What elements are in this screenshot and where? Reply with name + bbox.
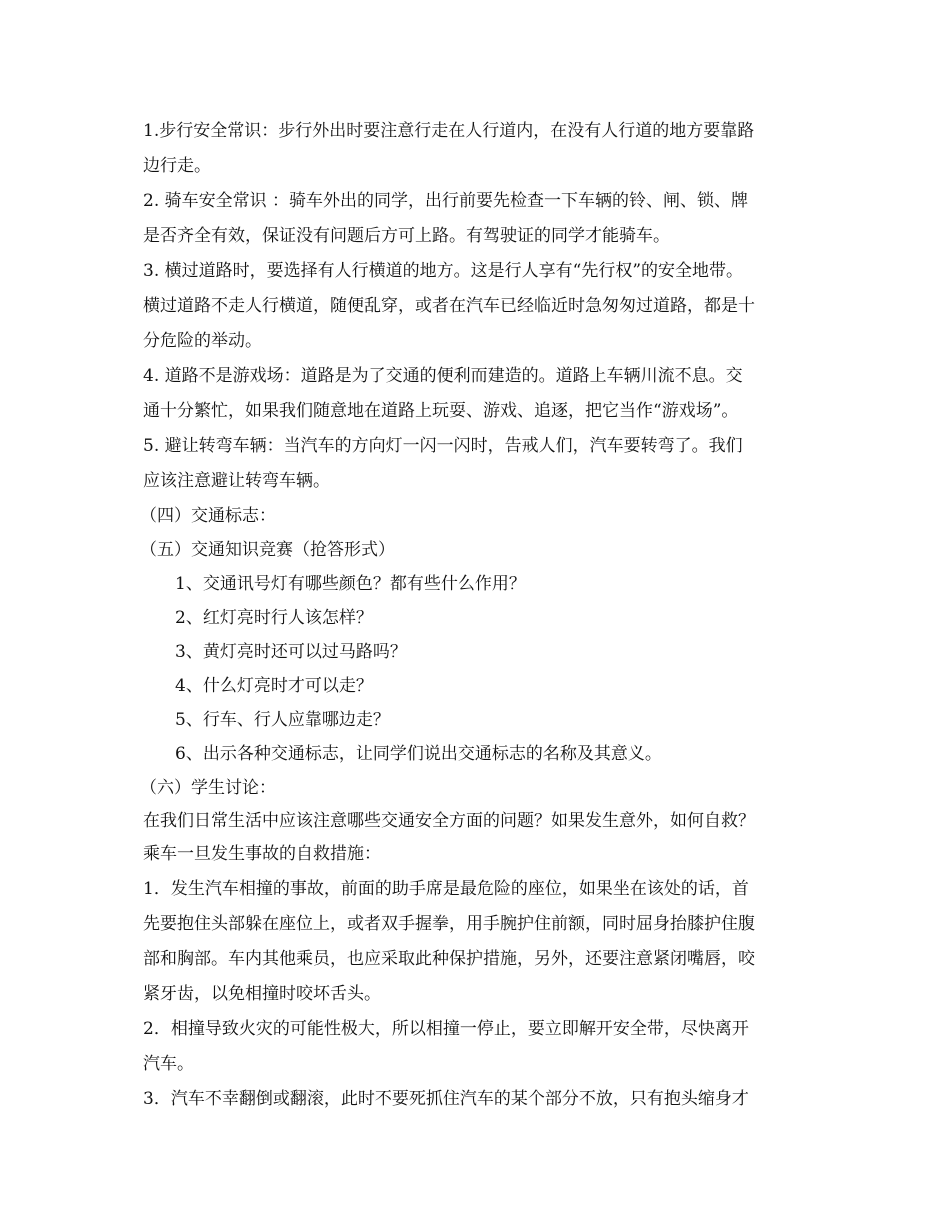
quiz-question: 1、交通讯号灯有哪些颜色？都有些什么作用？ — [175, 574, 526, 594]
quiz-question: 5、行车、行人应靠哪边走？ — [175, 710, 390, 730]
text-line: 3. 横过道路时，要选择有人行横道的地方。这是行人享有“先行权”的安全地带。 — [143, 261, 744, 281]
text-line: 2. 骑车安全常识 ：骑车外出的同学，出行前要先检查一下车辆的铃、闸、锁、牌 — [143, 191, 749, 211]
text-line: 在我们日常生活中应该注意哪些交通安全方面的问题？如果发生意外，如何自救？ — [143, 811, 755, 831]
text-line: 横过道路不走人行横道，随便乱穿，或者在汽车已经临近时急匆匆过道路，都是十 — [143, 296, 755, 316]
quiz-question: 2、红灯亮时行人该怎样？ — [175, 608, 373, 628]
text-line: 部和胸部。车内其他乘员，也应采取此种保护措施，另外，还要注意紧闭嘴唇，咬 — [143, 949, 755, 969]
text-line: 先要抱住头部躲在座位上，或者双手握拳，用手腕护住前额，同时屈身抬膝护住腹 — [143, 914, 755, 934]
text-line: 1．发生汽车相撞的事故，前面的助手席是最危险的座位，如果坐在该处的话，首 — [143, 879, 749, 899]
quiz-question: 3、黄灯亮时还可以过马路吗？ — [175, 642, 407, 662]
text-line: 3．汽车不幸翻倒或翻滚，此时不要死抓住汽车的某个部分不放，只有抱头缩身才 — [143, 1089, 749, 1109]
text-line: 5. 避让转弯车辆：当汽车的方向灯一闪一闪时，告戒人们，汽车要转弯了。我们 — [143, 436, 743, 456]
section-heading: （六）学生讨论： — [140, 778, 276, 798]
text-line: 4. 道路不是游戏场：道路是为了交通的便利而建造的。道路上车辆川流不息。交 — [143, 366, 743, 386]
quiz-question: 6、出示各种交通标志，让同学们说出交通标志的名称及其意义。 — [175, 744, 662, 764]
text-line: 2．相撞导致火灾的可能性极大，所以相撞一停止，要立即解开安全带，尽快离开 — [143, 1019, 749, 1039]
text-line: 汽车。 — [143, 1054, 194, 1074]
quiz-question: 4、什么灯亮时才可以走？ — [175, 676, 373, 696]
text-line: 1.步行安全常识：步行外出时要注意行走在人行道内，在没有人行道的地方要靠路 — [143, 121, 755, 141]
text-line: 紧牙齿，以免相撞时咬坏舌头。 — [143, 984, 381, 1004]
text-line: 乘车一旦发生事故的自救措施： — [143, 844, 381, 864]
text-line: 应该注意避让转弯车辆。 — [143, 471, 330, 491]
text-line: 分危险的举动。 — [143, 331, 262, 351]
text-line: 通十分繁忙，如果我们随意地在道路上玩耍、游戏、追逐，把它当作“游戏场”。 — [143, 401, 739, 421]
text-line: 是否齐全有效，保证没有问题后方可上路。有驾驶证的同学才能骑车。 — [143, 226, 670, 246]
text-line: 边行走。 — [143, 156, 211, 176]
section-heading: （五）交通知识竞赛（抢答形式） — [140, 540, 395, 560]
section-heading: （四）交通标志： — [140, 506, 276, 526]
